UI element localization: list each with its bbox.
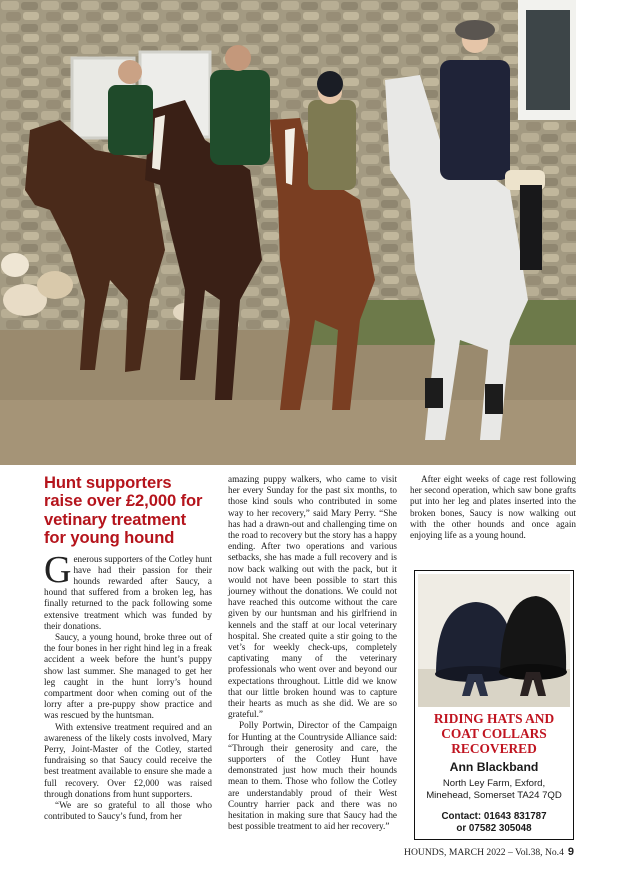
article-paragraph: Saucy, a young hound, broke three out of the four bones in her right hind leg in a freak accident a week before the hunt’s puppy show last summer. She managed to get her leg caught in the hunt lorry’s hound compartment door when coming out of the lorry after a pre-puppy show practice and was rescued by the huntsman. [44, 632, 212, 721]
address-line: North Ley Farm, Exford, [442, 778, 546, 789]
article-paragraph: With extensive treatment required and an awareness of the likely costs involved, Mary Perry, Joint-Master of the Cotley, started fundraising so that Saucy could receive the best treatment available to ensure she made a full recovery. Over £2,000 was raised through donations from hunt supporters. [44, 721, 212, 799]
contact-line: Contact: 01643 831787 [441, 811, 547, 822]
article-column-1 [44, 474, 212, 823]
drop-cap: G [44, 548, 72, 591]
article-paragraph: Generous supporters of the Cotley hunt have had their passion for their hounds rewarded after Saucy, a hound that suffered from a broken leg, has finally returned to the pack following some extensive treatment which was funded by their donations. [44, 548, 212, 631]
article-headline: Hunt supporters raise over £2,000 for vetinary treatment for young hound [44, 473, 203, 548]
contact-line: or 07582 305048 [456, 823, 532, 835]
article-paragraph: After eight weeks of cage rest following her second operation, which saw bone grafts put into her leg and plates inserted into the broken bones, Saucy is now walking out with the other hounds and once again enjoying life as a young hound. [410, 474, 576, 541]
article-paragraph: Polly Portwin, Director of the Campaign for Hunting at the Countryside Alliance said: “Through their generosity and care, the supporters of the Cotley Hunt have demonstrated just how much their hounds mean to them. Those who follow the Cotley are understandably proud of their West Country harrier pack and there was no hesitation in making sure that Saucy had the best possible treatment to aid her recovery.” [228, 720, 397, 832]
advert-contact [415, 811, 573, 836]
riding-hats-photo [418, 574, 570, 707]
advert-name: Ann Blackband [449, 760, 539, 774]
page-number: 9 [567, 846, 574, 858]
issue-info: HOUNDS, MARCH 2022 – Vol.38, No.4 [404, 847, 564, 858]
address-line: Minehead, Somerset TA24 7QD [426, 790, 562, 802]
hunt-photo [0, 0, 576, 465]
advert-address [415, 778, 573, 802]
article-column-2 [228, 474, 397, 833]
article-paragraph: amazing puppy walkers, who came to visit her every Sunday for the past six months, to those kind souls who contributed in some way to her recovery,” said Mary Perry. “She has had a drawn-out and challenging time on the road to recovery but the story has a happy ending. After two operations and various setbacks, she has made a full recovery and is now back walking out with the pack, but it would not have been possible to start this journey without the donations. We could not have reached this outcome without the care given by our huntsman and his girlfriend in kennels and the staff at our local veterinary hospital. She created quite a stir going to the vet’s for weekly check-ups, completely captivating many of the veterinary professionals who went over and beyond our expectations throughout. Little did we know that our little broken hound was to capture their hearts as much as she did. We are so grateful.” [228, 474, 397, 720]
advert-title: RIDING HATS AND COAT COLLARS RECOVERED [433, 711, 555, 757]
page-footer [404, 846, 574, 858]
article-column-3 [410, 474, 576, 541]
article-paragraph: “We are so grateful to all those who contributed to Saucy’s fund, from her [44, 800, 212, 822]
advert-box [414, 570, 574, 840]
